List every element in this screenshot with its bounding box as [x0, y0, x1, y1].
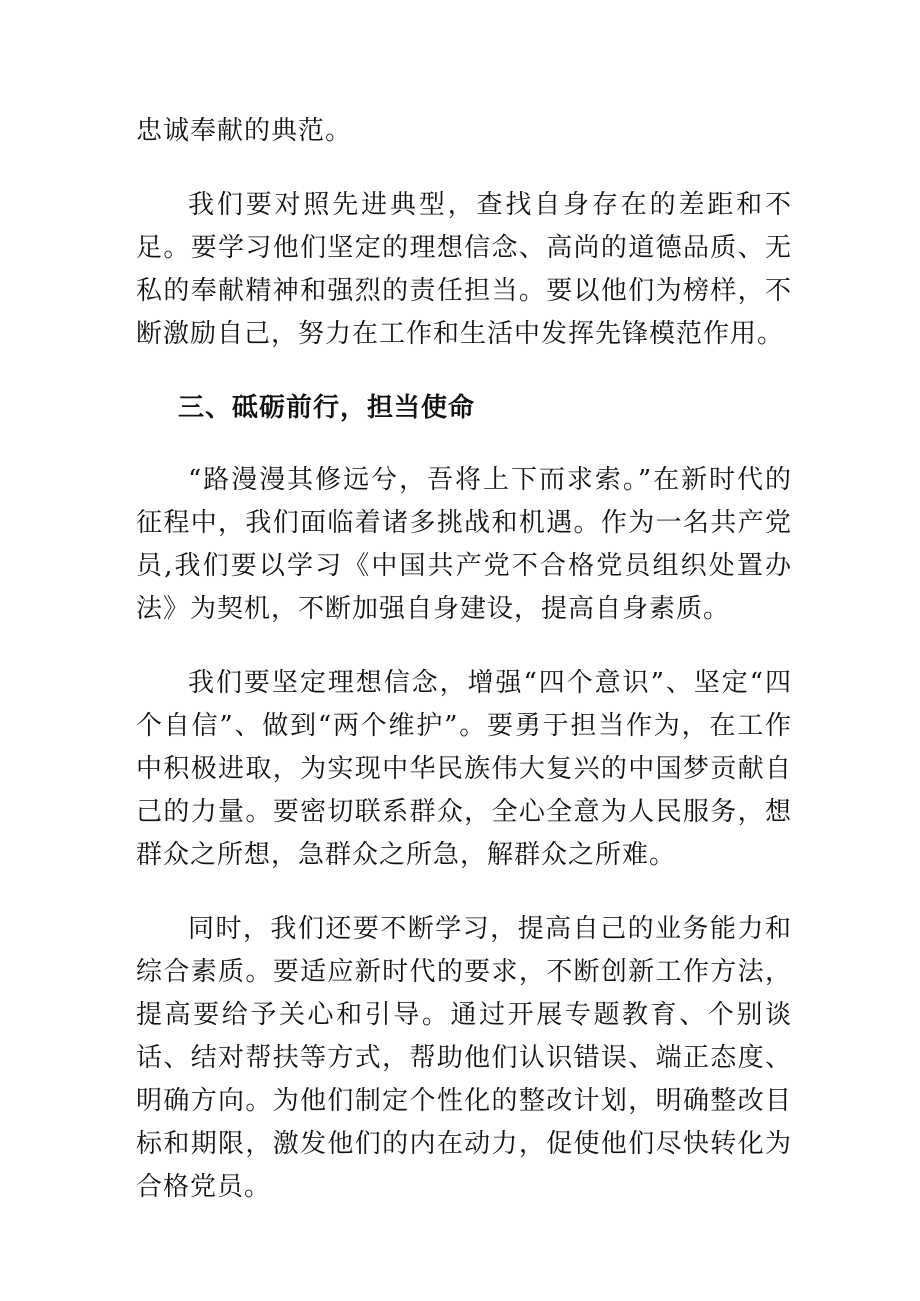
paragraph-new-era-journey: “路漫漫其修远兮，吾将上下而求索。”在新时代的征程中，我们面临着诸多挑战和机遇。作为一名共产党员,我们要以学习《中国共产党不合格党员组织处置办法》为契机，不断加强自身建设，提高自身素质。: [136, 465, 792, 624]
document-body: [136, 110, 792, 1240]
paragraph-learn-from-models: 我们要对照先进典型，查找自身存在的差距和不足。要学习他们坚定的理想信念、高尚的道德品质、无私的奉献精神和强烈的责任担当。要以他们为榜样，不断激励自己，努力在工作和生活中发挥先锋模范作用。: [136, 190, 792, 349]
section-heading-3: 三、砥砺前行，担当使命: [178, 393, 476, 423]
paragraph-continuous-learning: 同时，我们还要不断学习，提高自己的业务能力和综合素质。要适应新时代的要求，不断创新工作方法，提高要给予关心和引导。通过开展专题教育、个别谈话、结对帮扶等方式，帮助他们认识错误、端正态度、明确方向。为他们制定个性化的整改计划，明确整改目标和期限，激发他们的内在动力，促使他们尽快转化为合格党员。: [136, 914, 792, 1202]
paragraph-continuation: 忠诚奉献的典范。: [136, 116, 353, 146]
paragraph-firm-ideals: 我们要坚定理想信念，增强“四个意识”、坚定“四个自信”、做到“两个维护”。要勇于担当作为，在工作中积极进取，为实现中华民族伟大复兴的中国梦贡献自己的力量。要密切联系群众，全心全意为人民服务，想群众之所想，急群众之所急，解群众之所难。: [136, 668, 792, 870]
